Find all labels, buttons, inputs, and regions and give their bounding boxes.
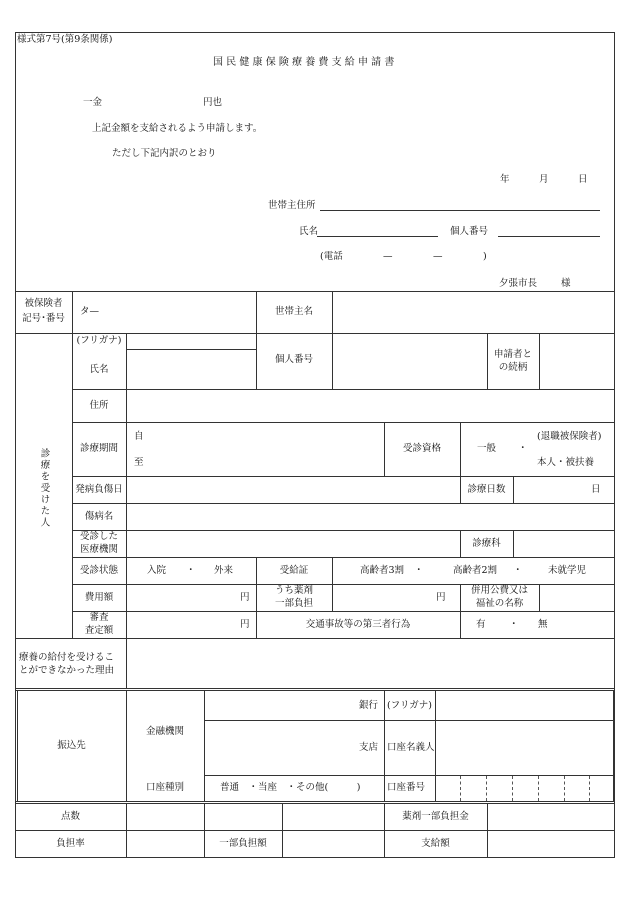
insured-label-2: 記号･番号 xyxy=(22,313,65,324)
institution-label: 金融機関 xyxy=(145,726,184,737)
account-holder-label: 口座名義人 xyxy=(387,742,435,753)
qualification-retired: (退職被保険者) xyxy=(537,431,602,442)
qualification-label: 受診資格 xyxy=(402,443,441,454)
qualification-dot: ・ xyxy=(518,443,528,454)
drug-copay-label-2: 一部負担 xyxy=(274,598,313,609)
account-number-label: 口座番号 xyxy=(387,782,426,793)
head-of-household-label: 世帯主名 xyxy=(274,306,313,317)
reason-label-1: 療養の給付を受けるこ xyxy=(19,652,115,663)
third-party-no: 無 xyxy=(538,619,548,630)
institution-label-2: 医療機関 xyxy=(79,544,118,555)
payment-amount-label: 支給額 xyxy=(421,838,450,849)
injury-label: 傷病名 xyxy=(84,511,114,522)
certificate-preschool: 未就学児 xyxy=(548,565,587,576)
review-yen: 円 xyxy=(240,619,250,630)
phone-dash-1: — xyxy=(383,251,393,262)
third-party-yes: 有 xyxy=(476,619,486,630)
third-party-label: 交通事故等の第三者行為 xyxy=(305,619,411,630)
form-number: 様式第7号(第9条関係) xyxy=(17,34,113,45)
reason-label-2: とができなかった理由 xyxy=(19,665,115,676)
partial-burden-label: 一部負担額 xyxy=(219,838,267,849)
days-label: 診療日数 xyxy=(467,484,506,495)
patient-number-label: 個人番号 xyxy=(274,354,313,365)
burden-rate-label: 負担率 xyxy=(56,838,85,849)
drug-copay-label-1: うち薬剤 xyxy=(274,585,313,596)
certificate-elderly-30: 高齢者3割 xyxy=(360,565,405,576)
amount-suffix: 円也 xyxy=(203,97,223,108)
review-label-1: 審査 xyxy=(89,612,109,623)
cost-label: 費用額 xyxy=(84,592,114,603)
household-address-label: 世帯主住所 xyxy=(268,200,316,211)
phone-close: ) xyxy=(483,251,487,262)
public-expense-label-1: 併用公費又は xyxy=(470,585,528,596)
account-type-options: 普通 ・当座 ・その他( ) xyxy=(220,782,361,793)
department-label: 診療科 xyxy=(472,538,501,549)
insured-label-1: 被保険者 xyxy=(24,298,63,309)
applicant-number-field[interactable] xyxy=(498,236,600,237)
certificate-dot-1: ・ xyxy=(414,565,424,576)
breakdown-text: ただし下記内訳のとおり xyxy=(112,148,217,159)
account-type-label: 口座種別 xyxy=(145,782,184,793)
branch-suffix: 支店 xyxy=(359,742,379,753)
amount-prefix: 一金 xyxy=(83,97,103,108)
drug-copay-yen: 円 xyxy=(436,592,446,603)
applicant-name-label: 氏名 xyxy=(299,226,319,237)
status-label: 受診状態 xyxy=(79,565,118,576)
qualification-general: 一般 xyxy=(477,443,497,454)
onset-label: 発病負傷日 xyxy=(75,484,123,495)
date-year: 年 xyxy=(500,174,510,185)
period-to: 至 xyxy=(134,457,144,468)
patient-address-label: 住所 xyxy=(89,400,109,411)
honorific: 様 xyxy=(561,278,571,289)
household-address-field[interactable] xyxy=(320,210,600,211)
phone-dash-2: — xyxy=(433,251,443,262)
date-month: 月 xyxy=(539,174,549,185)
review-label-2: 査定額 xyxy=(84,625,114,636)
cost-yen: 円 xyxy=(240,592,250,603)
bank-suffix: 銀行 xyxy=(359,700,379,711)
days-unit: 日 xyxy=(591,484,601,495)
phone-open: (電話 xyxy=(320,251,343,262)
status-dot: ・ xyxy=(186,565,196,576)
drug-copay-amount-label: 薬剤一部負担金 xyxy=(402,811,469,822)
form-title: 国 民 健 康 保 険 療 養 費 支 給 申 請 書 xyxy=(213,57,395,68)
period-label: 診療期間 xyxy=(79,443,118,454)
applicant-number-label: 個人番号 xyxy=(450,226,489,237)
third-party-dot: ・ xyxy=(509,619,519,630)
certificate-dot-2: ・ xyxy=(513,565,523,576)
request-text: 上記金額を支給されるよう申請します。 xyxy=(92,123,263,134)
bank-furigana-label: (フリガナ) xyxy=(387,700,432,711)
patient-name-label: 氏名 xyxy=(89,364,109,375)
status-inpatient: 入院 xyxy=(147,565,167,576)
certificate-label: 受給証 xyxy=(279,565,309,576)
relation-label-2: の続柄 xyxy=(498,362,528,373)
certificate-elderly-20: 高齢者2割 xyxy=(453,565,498,576)
public-expense-label-2: 福祉の名称 xyxy=(475,598,524,609)
applicant-name-field[interactable] xyxy=(317,236,438,237)
furigana-label: (フリガナ) xyxy=(76,335,122,346)
transfer-label: 振込先 xyxy=(57,740,86,751)
period-from: 自 xyxy=(134,431,144,442)
date-day: 日 xyxy=(578,174,588,185)
institution-label-1: 受診した xyxy=(79,531,118,542)
addressee: 夕張市長 xyxy=(499,278,538,289)
status-outpatient: 外来 xyxy=(214,565,234,576)
patient-section-label: 診療を受けた人 xyxy=(38,448,50,529)
qualification-self-dependent: 本人・被扶養 xyxy=(537,457,595,468)
relation-label-1: 申請者と xyxy=(493,349,532,360)
points-label: 点数 xyxy=(60,811,80,822)
insured-symbol-value[interactable]: タ— xyxy=(80,306,100,317)
